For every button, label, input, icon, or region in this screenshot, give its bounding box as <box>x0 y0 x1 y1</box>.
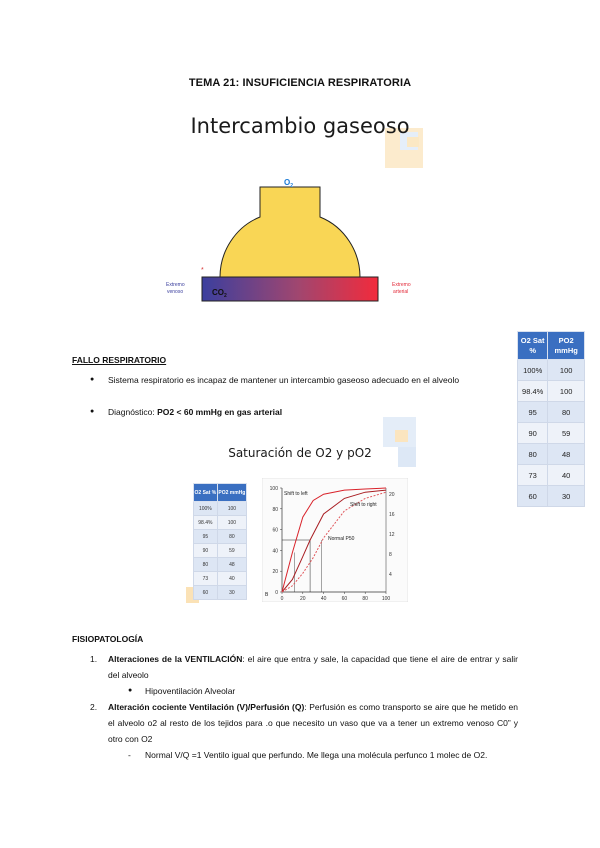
table-cell: 60 <box>194 586 218 600</box>
table-cell: 100 <box>548 360 585 381</box>
table-cell: 100% <box>518 360 548 381</box>
venous-label-1: Extremo <box>166 282 185 288</box>
alveolus-diagram <box>160 172 420 307</box>
table-cell: 100 <box>217 502 246 516</box>
o2-label: $O_2$ <box>284 178 294 189</box>
table-cell: 98.4% <box>194 516 218 530</box>
table-cell: 80 <box>217 530 246 544</box>
table-row <box>518 402 585 423</box>
table-row <box>518 360 585 381</box>
x-tick-label: 80 <box>362 596 368 602</box>
table-cell: 80 <box>548 402 585 423</box>
right-tick-label: 4 <box>389 572 392 578</box>
table-cell: 100 <box>217 516 246 530</box>
table-row <box>518 423 585 444</box>
co2-label: $CO_2$ <box>212 288 227 299</box>
capillary-vessel <box>202 277 378 301</box>
marker-asterisk: * <box>201 267 204 274</box>
o2-saturation-table <box>517 331 585 507</box>
x-tick-label: 60 <box>341 596 348 602</box>
list-number: 1. <box>90 654 98 664</box>
table-row <box>194 544 247 558</box>
fisio-item-1: Alteraciones de la VENTILACIÓN: el aire que entra y sale, la capacidad que tiene el aire de entrar y salir del alveolo <box>108 654 518 680</box>
x-tick-label: 100 <box>381 596 391 602</box>
decor-square <box>395 430 408 442</box>
table-row <box>518 486 585 507</box>
slide-title: Intercambio gaseoso <box>190 114 410 138</box>
fallo-item-2: Diagnóstico: PO2 < 60 mmHg en gas arterial <box>108 407 283 417</box>
table-cell: 95 <box>194 530 218 544</box>
table-header: O2 Sat % <box>194 484 218 502</box>
table-cell: 48 <box>548 444 585 465</box>
table-row <box>518 381 585 402</box>
fisio-item-2: Alteración cociente Ventilación (V)/Perfusión (Q): Perfusión es como transporto se aire que he metido en el alveolo o2 al resto de los tejidos para .o que necesito un vaso que va a tener un extremo venoso C0” y otro con O2 <box>108 702 518 744</box>
y-tick-label: 60 <box>272 527 278 534</box>
table-cell: 40 <box>548 465 585 486</box>
table-cell: 98.4% <box>518 381 548 402</box>
o2-saturation-table-small <box>193 483 247 600</box>
fisio-item-2-sub: Normal V/Q =1 Ventilo igual que perfundo. Me llega una molécula perfunco 1 molec de O2. <box>145 750 488 760</box>
venous-label-2: venoso <box>167 289 184 295</box>
table-cell: 80 <box>518 444 548 465</box>
right-tick-label: 12 <box>389 532 395 538</box>
y-tick-label: 40 <box>272 548 278 555</box>
chart-annotation: Shift to right <box>350 502 377 508</box>
fisio-item-1-sub: Hipoventilación Alveolar <box>145 686 236 696</box>
right-tick-label: 8 <box>389 552 392 558</box>
y-tick-label: 0 <box>275 590 278 596</box>
table-row <box>194 586 247 600</box>
table-cell: 40 <box>217 572 246 586</box>
x-tick-label: 0 <box>280 596 284 602</box>
table-cell: 30 <box>548 486 585 507</box>
right-tick-label: 16 <box>389 512 395 518</box>
table-cell: 60 <box>518 486 548 507</box>
list-number: 2. <box>90 702 98 712</box>
table-row <box>194 502 247 516</box>
table-row <box>194 530 247 544</box>
table-cell: 73 <box>518 465 548 486</box>
chart-title: Saturación de O2 y pO2 <box>228 446 372 460</box>
table-cell: 95 <box>518 402 548 423</box>
table-row <box>194 516 247 530</box>
table-cell: 90 <box>194 544 218 558</box>
fallo-item-1: Sistema respiratorio es incapaz de mantener un intercambio gaseoso adecuado en el alveolo <box>108 375 460 385</box>
y-tick-label: 100 <box>269 486 278 492</box>
table-cell: 30 <box>217 586 246 600</box>
chart-annotation: Normal P50 <box>328 536 355 542</box>
x-tick-label: 40 <box>320 596 327 602</box>
bullet-icon: ● <box>128 687 133 694</box>
decor-square <box>407 137 419 147</box>
table-cell: 59 <box>548 423 585 444</box>
alveolus-shape <box>220 187 360 277</box>
table-row <box>518 465 585 486</box>
table-cell: 59 <box>217 544 246 558</box>
table-cell: 80 <box>194 558 218 572</box>
x-tick-label: 20 <box>300 596 306 602</box>
dash-bullet: - <box>128 750 131 760</box>
bullet-icon: ● <box>90 376 95 383</box>
arterial-label-1: Extremo <box>392 282 411 288</box>
table-cell: 90 <box>518 423 548 444</box>
arterial-label-2: arterial <box>393 289 409 295</box>
table-row <box>194 558 247 572</box>
y-tick-label: 20 <box>272 569 278 576</box>
oxygen-dissociation-chart <box>262 478 408 602</box>
chart-annotation: B <box>265 592 269 598</box>
y-tick-label: 80 <box>272 506 278 513</box>
table-header: PO2 mmHg <box>548 332 585 360</box>
fallo-heading: FALLO RESPIRATORIO <box>72 355 167 365</box>
table-cell: 48 <box>217 558 246 572</box>
page-title: TEMA 21: INSUFICIENCIA RESPIRATORIA <box>188 77 412 89</box>
table-header: PO2 mmHg <box>217 484 246 502</box>
table-row <box>194 572 247 586</box>
table-header: O2 Sat % <box>518 332 548 360</box>
table-cell: 100% <box>194 502 218 516</box>
table-cell: 73 <box>194 572 218 586</box>
chart-annotation: Shift to left <box>284 491 308 497</box>
fisiopatologia-heading: FISIOPATOLOGÍA <box>72 634 144 644</box>
table-cell: 100 <box>548 381 585 402</box>
bullet-icon: ● <box>90 408 95 415</box>
right-tick-label: 20 <box>389 492 395 498</box>
